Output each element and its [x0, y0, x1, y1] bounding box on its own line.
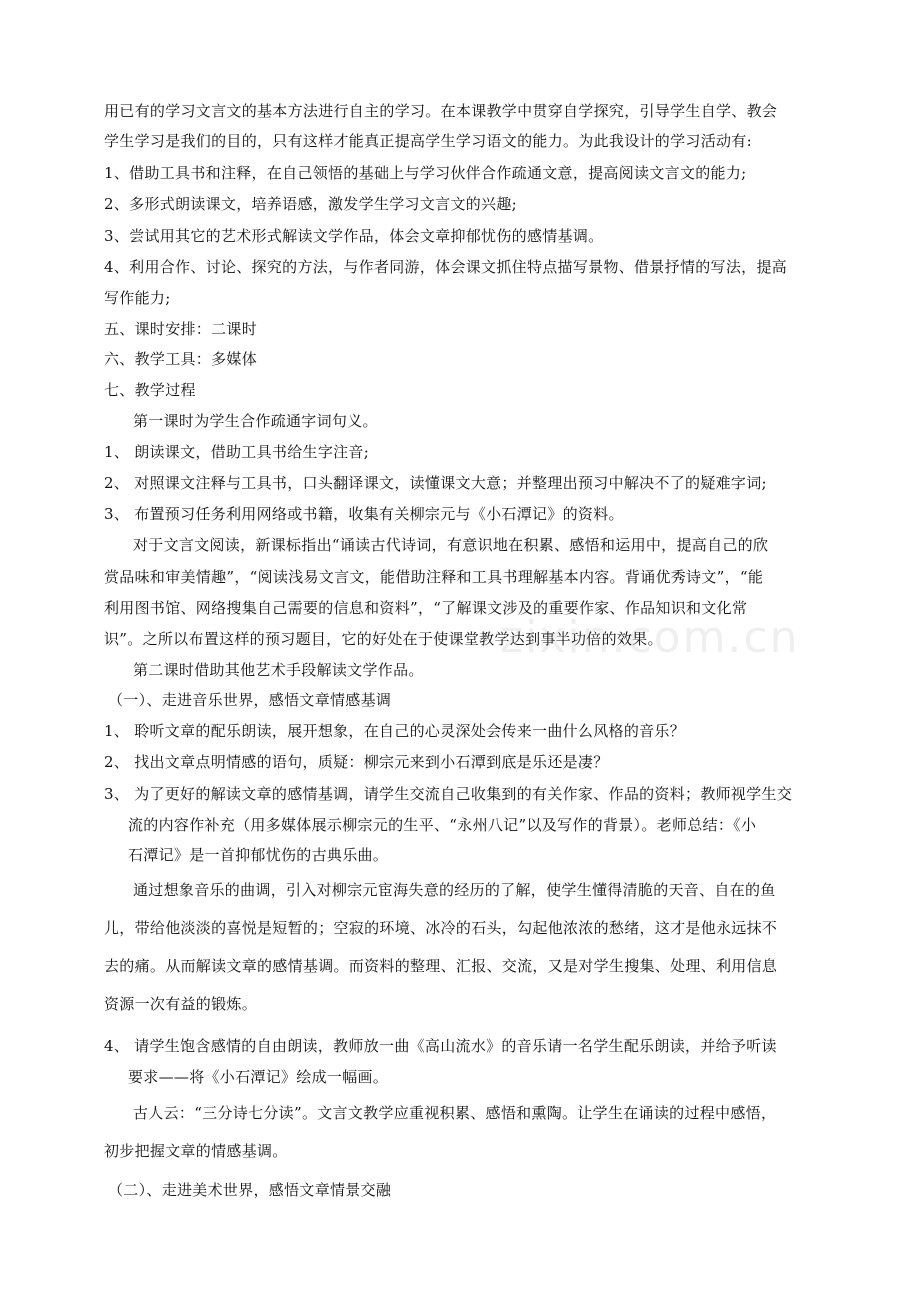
paragraph-line: 赏品味和审美情趣”，“阅读浅易文言文，能借助注释和工具书理解基本内容。背诵优秀诗文”，“能 [104, 568, 764, 586]
paragraph-line: 通过想象音乐的曲调，引入对柳宗元宦海失意的经历的了解，使学生懂得清脆的天音、自在的鱼 [133, 881, 776, 899]
paragraph-line: 第一课时为学生合作疏通字词句义。 [133, 412, 378, 430]
paragraph-line: 第二课时借助其他艺术手段解读文学作品。 [133, 661, 424, 679]
list-item: 2、多形式朗读课文，培养语感，激发学生学习文言文的兴趣; [104, 195, 517, 213]
section-heading: 五、课时安排：二课时 [104, 320, 258, 338]
subsection-heading: （一）、走进音乐世界，感悟文章情感基调 [108, 691, 392, 709]
paragraph-line: 古人云：“三分诗七分读”。文言文教学应重视积累、感悟和熏陶。让学生在诵读的过程中感悟， [133, 1104, 777, 1122]
text-line: 学生学习是我们的目的，只有这样才能真正提高学生学习语文的能力。为此我设计的学习活动有: [104, 132, 752, 150]
list-item: 4、利用合作、讨论、探究的方法，与作者同游，体会课文抓住特点描写景物、借景抒情的写法，提高 [104, 258, 788, 276]
list-item: 1、 聆听文章的配乐朗读，展开想象，在自己的心灵深处会传来一曲什么风格的音乐？ [104, 722, 686, 740]
list-item: 4、 请学生饱含感情的自由朗读，教师放一曲《高山流水》的音乐请一名学生配乐朗读，并给予听读 [104, 1037, 777, 1055]
paragraph-line: 利用图书馆、网络搜集自己需要的信息和资料”，“了解课文涉及的重要作家、作品知识和文化常 [104, 599, 748, 617]
list-item-continuation: 石潭记》是一首抑郁忧伤的古典乐曲。 [128, 846, 389, 864]
paragraph-line: 资源一次有益的锻炼。 [104, 995, 258, 1013]
section-heading: 六、教学工具：多媒体 [104, 350, 258, 368]
paragraph-line: 儿，带给他淡淡的喜悦是短暂的；空寂的环境、冰冷的石头，勾起他浓浓的愁绪，这才是他永远抹不 [104, 919, 778, 937]
list-item: 1、 朗读课文，借助工具书给生字注音; [104, 443, 370, 461]
list-item: 3、 为了更好的解读文章的感情基调，请学生交流自己收集到的有关作家、作品的资料；教师视学生交 [104, 785, 793, 803]
list-item-continuation: 要求——将《小石潭记》绘成一幅画。 [128, 1068, 389, 1086]
list-item: 2、 对照课文注释与工具书，口头翻译课文，读懂课文大意；并整理出预习中解决不了的疑难字词; [104, 474, 767, 492]
list-item: 3、尝试用其它的艺术形式解读文学作品，体会文章抑郁忧伤的感情基调。 [104, 227, 604, 245]
text-line: 写作能力; [104, 289, 171, 307]
list-item: 3、 布置预习任务利用网络或书籍，收集有关柳宗元与《小石潭记》的资料。 [104, 505, 624, 523]
paragraph-line: 对于文言文阅读，新课标指出“诵读古代诗词，有意识地在积累、感悟和运用中，提高自己的欣 [133, 536, 769, 554]
paragraph-line: 识”。之所以布置这样的预习题目，它的好处在于使课堂教学达到事半功倍的效果。 [104, 630, 663, 648]
watermark: zixin.com.cn [500, 612, 800, 663]
text-line: 用已有的学习文言文的基本方法进行自主的学习。在本课教学中贯穿自学探究，引导学生自学、教会 [104, 102, 778, 120]
paragraph-line: 初步把握文章的情感基调。 [104, 1142, 288, 1160]
section-heading: 七、教学过程 [104, 381, 196, 399]
subsection-heading: （二）、走进美术世界，感悟文章情景交融 [108, 1181, 392, 1199]
list-item: 2、 找出文章点明情感的语句，质疑：柳宗元来到小石潭到底是乐还是凄？ [104, 753, 609, 771]
paragraph-line: 去的痛。从而解读文章的感情基调。而资料的整理、汇报、交流，又是对学生搜集、处理、利用信息 [104, 957, 778, 975]
list-item: 1、借助工具书和注释，在自己领悟的基础上与学习伙伴合作疏通文意，提高阅读文言文的能力; [104, 164, 747, 182]
list-item-continuation: 流的内容作补充（用多媒体展示柳宗元的生平、“永州八记”以及写作的背景）。老师总结：《小 [128, 816, 757, 834]
